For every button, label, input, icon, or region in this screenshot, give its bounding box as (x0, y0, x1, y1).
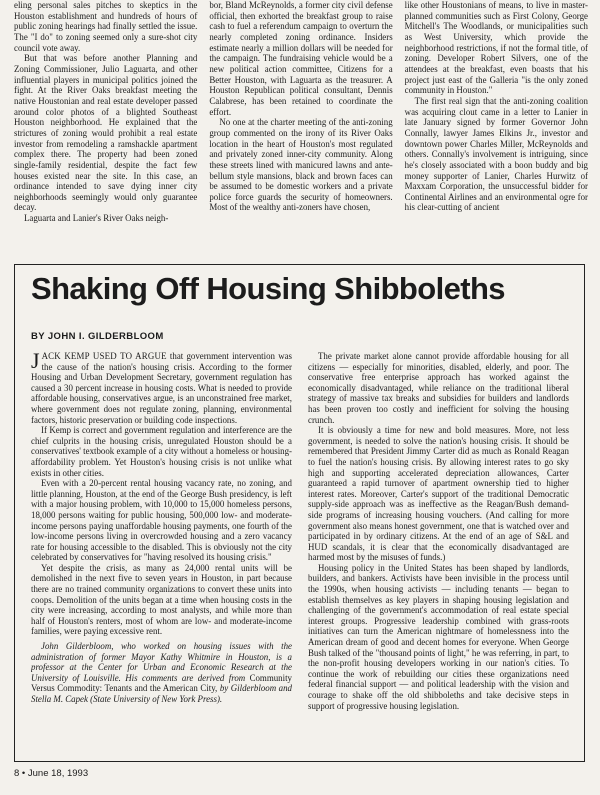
drop-cap: J (31, 351, 40, 373)
article-column-1 (31, 351, 292, 751)
paragraph: Housing policy in the United States has been shaped by landlords, builders, and bankers. Activists have been invisible in the process until the 1990s, when housing activists — including tenants — began to establish themselves as key players in shaping housing legislation and challenging of the government's accommodation of real estate special interest groups. Progressive leadership combined with grass-roots initiatives can turn the American nightmare of homelessness into the American dream of good and decent homes for everyone. When George Bush talked of the "thousand points of light," he was referring, in part, to the non-profit housing developers working in our nation's cities. To continue the work of rebuilding our cities these organizations need federal financial support — and political leadership with the vision and courage to shake off the old shibboleths and take decisive steps in support of progressive housing legislation. (308, 562, 569, 711)
paragraph: The first real sign that the anti-zoning coalition was acquiring clout came in a letter to Lanier in late January signed by former Governor John Connally, lawyer James Elkins Jr., investor and downtown power Charles Miller, McReynolds and others. Connally's involvement is intriguing, since he's closely associated with a boon buddy and big money supporter of Lanier, Charles Hurwitz of Maxxam Corporation, the unsuccessful bidder for Continental Airlines and an environmental ogre for his clear-cutting of ancient (404, 95, 588, 213)
article-columns (31, 351, 569, 751)
paragraph: Yet despite the crisis, as many as 24,000 rental units will be demolished in the next five to seven years in Houston, in part because there are no trained community organizations to convert these units into coops. Demolition of the units began at a time when housing costs in the city were increasing, according to most analysts, and while more than half of Houston's renters, most of whom are low- and moderate-income families, were paying excessive rent. (31, 562, 292, 637)
paragraph: No one at the charter meeting of the anti-zoning group commented on the irony of its River Oaks location in the heart of Houston's most regulated and privately zoned inner-city community. Along these streets lined with manicured lawns and ante-bellum style mansions, black and brown faces can be assumed to be domestic workers and a private police force guards the security of homeowners. Most of the wealthy anti-zoners have chosen, (209, 117, 393, 213)
article-headline: Shaking Off Housing Shibboleths (31, 271, 505, 306)
top-column-3 (405, 0, 588, 263)
paragraph: It is obviously a time for new and bold measures. More, not less government, is needed to solve the nation's housing crisis. It should be remembered that President Jimmy Carter did as much as Ronald Reagan to fuel the nation's housing crisis. By allowing interest rates to go sky high and supporting accelerated depreciation allowances, Carter guaranteed a rapid turnover of apartment ownership tied to higher interest rates. Moreover, Carter's support of the traditional Democratic supply-side approach was as ineffective as the Reagan/Bush demand-side programs of increasing housing vouchers. (And calling for more government also means honest government, one that is watched over and participated in by ordinary citizens. At the end of an age of S&L and HUD scandals, it is clear that the economically disadvantaged are harmed most by the misuses of funds.) (308, 425, 569, 563)
article-box (14, 264, 585, 762)
bio-italic-1: John Gilderbloom, who worked on housing issues with the administration of former Mayor Kathy Whitmire in Houston, is a professor at the Center for Urban and Economic Research at the University of Louisville. His comments are derived from (31, 641, 292, 683)
top-column-1 (14, 0, 197, 263)
author-bio (31, 641, 292, 705)
article-byline: BY JOHN I. GILDERBLOOM (31, 331, 164, 342)
paragraph: Even with a 20-percent rental housing vacancy rate, no zoning, and little planning, Houston, at the end of the George Bush presidency, is left with a major housing problem, with 10,000 to 15,000 homeless persons, 18,000 persons waiting for public housing, 500,000 low- and moderate-income persons paying unaffordable housing payments, one fourth of the low-income persons living in overcrowded housing and a zero vacancy rate for housing accessible to the disabled. This is obviously not the city celebrated by conservatives for "having resolved its housing crisis." (31, 478, 292, 563)
paragraph: Laguarta and Lanier's River Oaks neigh- (24, 213, 169, 224)
page-folio: 8 • June 18, 1993 (14, 768, 89, 779)
bio-italic-2: by Gilderbloom and Stella M. Capek (State University of New York Press). (31, 683, 292, 704)
paragraph: bor, Bland McReynolds, a former city civil defense official, then exhorted the breakfast group to raise cash to fuel a referendum campaign to overturn the nearly completed zoning ordinance. Insiders estimate nearly a million dollars will be needed for the campaign. The fundraising vehicle would be a new political action committee, Citizens for a Better Houston, with Laguarta as the treasurer. A Houston Republican political consultant, Dennis Calabrese, has been retained to coordinate the effort. (209, 0, 393, 117)
continued-story-columns (14, 0, 588, 263)
lead-text: that government intervention was the cause of the nation's housing crisis. According to the former Housing and Urban Development Secretary, government regulation has caused a 30 percent increase in housing costs. What is needed to provide affordable housing, conservatives argue, is an unconstrained free market, where government does not regulate zoning, planning, environmental factors, historic preservation or building code inspections. (31, 351, 292, 425)
bio-book-title: Community Versus Commodity: Tenants and the American City, (31, 672, 292, 694)
lead-paragraph (31, 351, 292, 425)
paragraph: like other Houstonians of means, to live in master-planned communities such as First Colony, George Mitchell's The Woodlands, or municipalities such as West University, which provide the neighborhood restrictions, if not the formal title, of zoning. Developer Robert Silvers, one of the attendees at the breakfast, even boasts that his project just east of the Galleria "is the only zoned community in Houston." (404, 0, 588, 96)
lead-in: ACK KEMP USED TO ARGUE (41, 351, 167, 361)
paragraph: But that was before another Planning and Zoning Commissioner, Julio Laguarta, and other influential players in municipal politics joined the fight. At the River Oaks breakfast meeting the native Houstonian and real estate developer passed around color photos of a blighted Southeast Houston neighborhood. He explained that the strictures of zoning would prohibit a real estate investor from remodeling a ramshackle apartment complex there. The property had been zoned single-family residential, despite the fact few houses existed near the site. In this case, an ordinance intended to save dying inner city neighborhoods seemingly would only guarantee decay. (14, 53, 198, 213)
article-column-2 (308, 351, 569, 751)
paragraph: eling personal sales pitches to skeptics in the Houston establishment and hundreds of hours of public zoning hearings had finally settled the issue. The "I do" to zoning seemed only a sure-shot city council vote away. (14, 0, 198, 53)
paragraph: The private market alone cannot provide affordable housing for all citizens — especially for minorities, disabled, elderly, and poor. The conservative free enterprise approach has worked against the economically disadvantaged, while reliance on the traditional liberal strategy of massive tax breaks and subsidies for builders and landlords has been proven too costly and inefficient for solving the housing crunch. (308, 351, 569, 425)
top-column-2 (209, 0, 392, 263)
paragraph: If Kemp is correct and government regulation and interference are the chief culprits in the housing crisis, unregulated Houston should be a conservatives' textbook example of a city without a homeless or housing-affordability problem. Yet Houston's housing crisis is not unlike what exists in other cities. (31, 425, 292, 478)
